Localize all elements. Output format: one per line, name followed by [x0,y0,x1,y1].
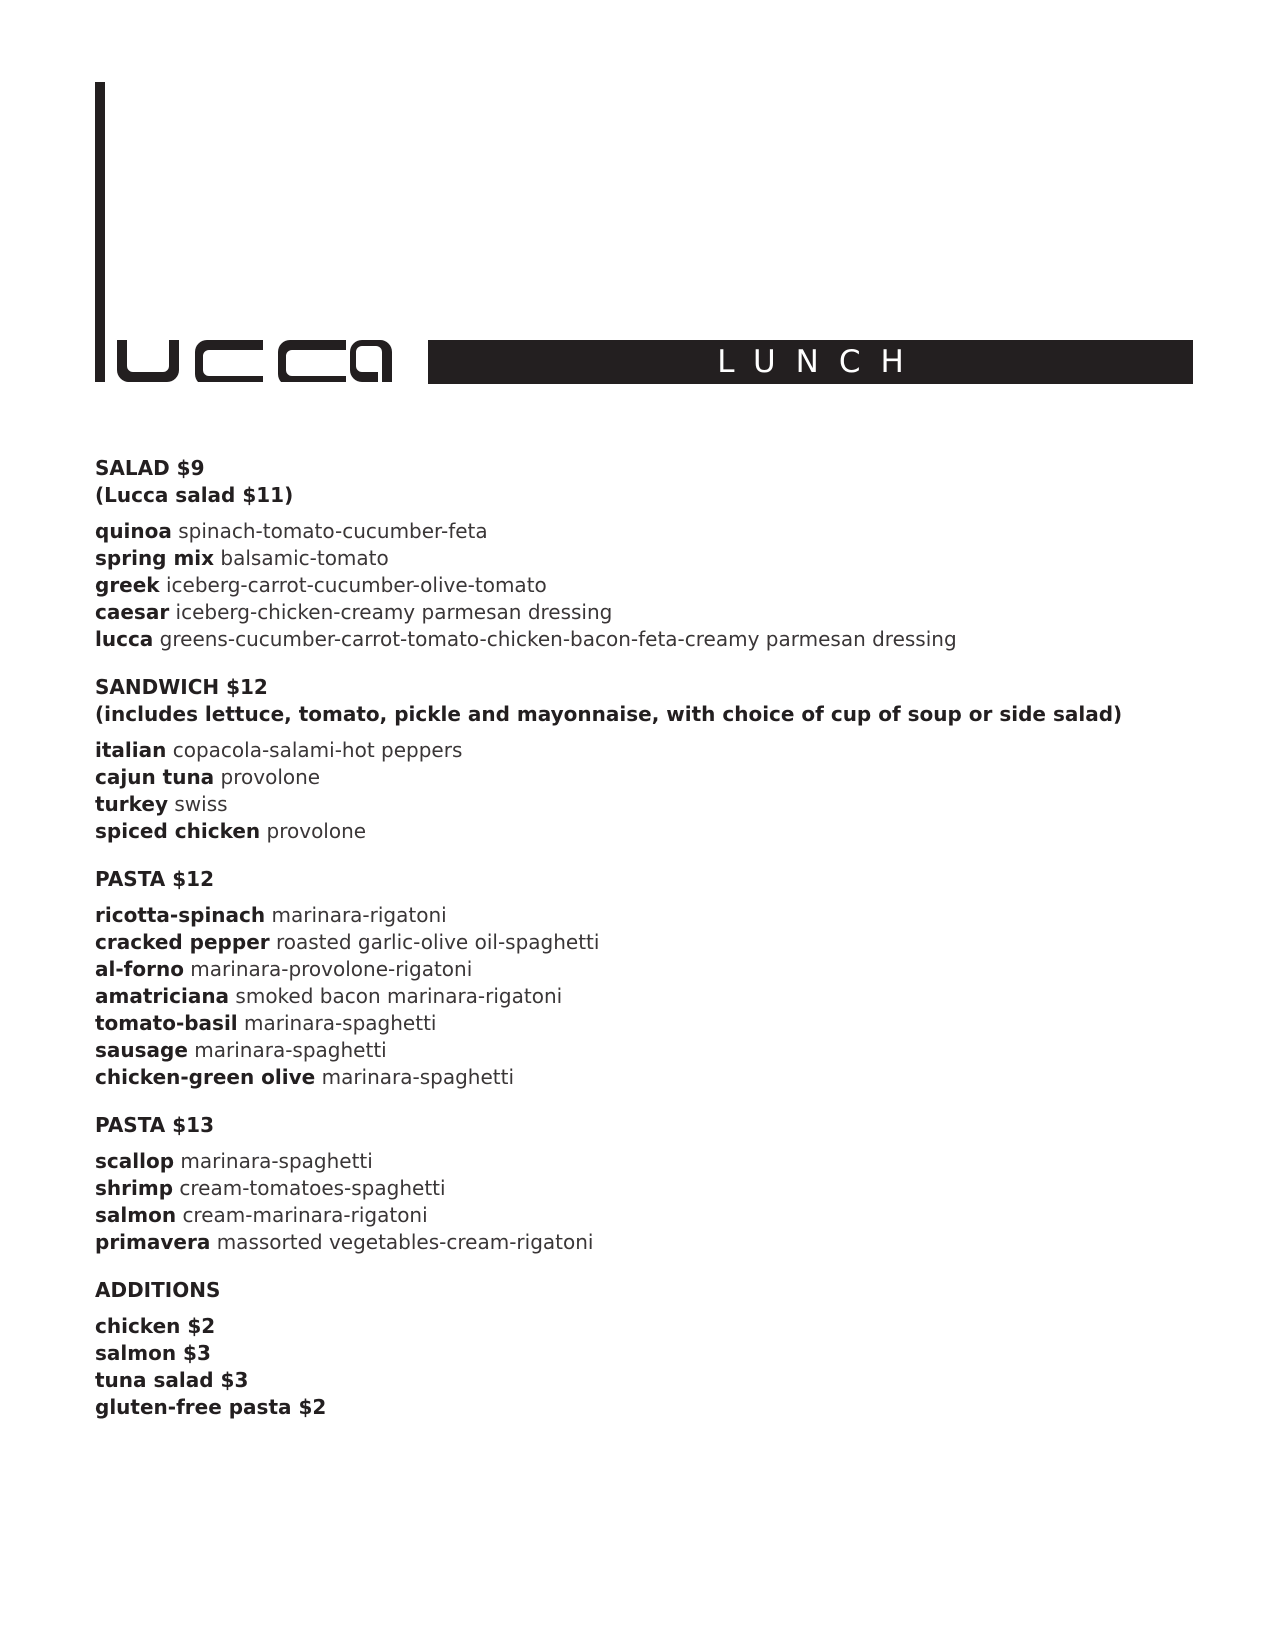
section-heading [95,866,1205,893]
menu-item [95,1340,1205,1367]
menu-item-name: scallop [95,1149,175,1173]
menu-item [95,1148,1205,1175]
menu-item-name: lucca [95,627,154,651]
menu-item-description: cream-marinara-rigatoni [182,1203,428,1227]
menu-item [95,1064,1205,1091]
menu-item [95,956,1205,983]
menu-item-description: spinach-tomato-cucumber-feta [178,519,488,543]
menu-item-description: iceberg-chicken-creamy parmesan dressing [175,600,613,624]
menu-item-name: primavera [95,1230,211,1254]
menu-item-name: ricotta-spinach [95,903,266,927]
section-title: SALAD $9 [95,456,205,480]
menu-item-description: massorted vegetables-cream-rigatoni [216,1230,594,1254]
menu-section [95,674,1205,845]
menu-item-description: smoked bacon marinara-rigatoni [235,984,563,1008]
menu-item-name: caesar [95,600,170,624]
menu-item-name: quinoa [95,519,172,543]
menu-item-name: al-forno [95,957,184,981]
menu-list [95,455,1205,1442]
menu-section [95,1277,1205,1421]
menu-item [95,545,1205,572]
section-title: SANDWICH $12 [95,675,268,699]
menu-item-description: marinara-spaghetti [321,1065,515,1089]
menu-item-description: balsamic-tomato [220,546,389,570]
menu-item-description: copacola-salami-hot peppers [172,738,463,762]
menu-item [95,929,1205,956]
lucca-logo-a-mark [350,340,392,382]
menu-item-name: cajun tuna [95,765,215,789]
section-title: PASTA $13 [95,1113,214,1137]
menu-item-name: greek [95,573,160,597]
lucca-logo-a [350,340,392,382]
menu-section [95,1112,1205,1256]
menu-item [95,1394,1205,1421]
menu-item-name: amatriciana [95,984,230,1008]
lucca-logo-mark [95,82,391,382]
menu-section [95,455,1205,653]
section-title: PASTA $12 [95,867,214,891]
menu-item-description: marinara-spaghetti [180,1149,373,1173]
menu-item-name: sausage [95,1038,188,1062]
menu-item-description: provolone [220,765,321,789]
menu-item [95,983,1205,1010]
menu-item [95,818,1205,845]
menu-item [95,1313,1205,1340]
section-title: ADDITIONS [95,1278,221,1302]
menu-item-description: provolone [266,819,367,843]
menu-item-name: cracked pepper [95,930,270,954]
menu-item-name: salmon [95,1203,177,1227]
section-heading [95,1277,1205,1304]
menu-item-description: marinara-spaghetti [194,1038,387,1062]
menu-item [95,1229,1205,1256]
menu-item [95,599,1205,626]
menu-item-name: salmon $3 [95,1341,211,1365]
section-heading [95,1112,1205,1139]
menu-item [95,1202,1205,1229]
menu-item-name: spiced chicken [95,819,261,843]
menu-item [95,572,1205,599]
menu-item [95,791,1205,818]
menu-item-name: tomato-basil [95,1011,238,1035]
menu-item-description: cream-tomatoes-spaghetti [179,1176,446,1200]
banner-label: LUNCH [717,343,924,380]
menu-item-name: italian [95,738,167,762]
menu-item-name: gluten-free pasta $2 [95,1395,327,1419]
menu-item-description: marinara-spaghetti [244,1011,437,1035]
menu-item-name: shrimp [95,1176,174,1200]
menu-item-description: iceberg-carrot-cucumber-olive-tomato [165,573,547,597]
menu-item-description: marinara-rigatoni [271,903,447,927]
section-heading [95,674,1205,728]
menu-item-name: tuna salad $3 [95,1368,249,1392]
menu-item-name: spring mix [95,546,215,570]
menu-item-description: marinara-provolone-rigatoni [190,957,473,981]
menu-item-name: turkey [95,792,169,816]
menu-item [95,1037,1205,1064]
menu-item [95,902,1205,929]
section-subtitle: (includes lettuce, tomato, pickle and mayonnaise, with choice of cup of soup or side salad) [95,702,1123,726]
menu-item [95,764,1205,791]
menu-item-name: chicken-green olive [95,1065,316,1089]
menu-item [95,1175,1205,1202]
menu-item [95,1367,1205,1394]
menu-item-name: chicken $2 [95,1314,216,1338]
menu-item [95,518,1205,545]
menu-item [95,1010,1205,1037]
menu-item [95,737,1205,764]
lunch-banner [428,340,1193,384]
section-subtitle: (Lucca salad $11) [95,483,294,507]
menu-item-description: greens-cucumber-carrot-tomato-chicken-bacon-feta-creamy parmesan dressing [159,627,957,651]
menu-section [95,866,1205,1091]
lucca-logo [95,82,391,382]
section-heading [95,455,1205,509]
menu-item-description: swiss [174,792,228,816]
menu-item [95,626,1205,653]
menu-item-description: roasted garlic-olive oil-spaghetti [275,930,600,954]
